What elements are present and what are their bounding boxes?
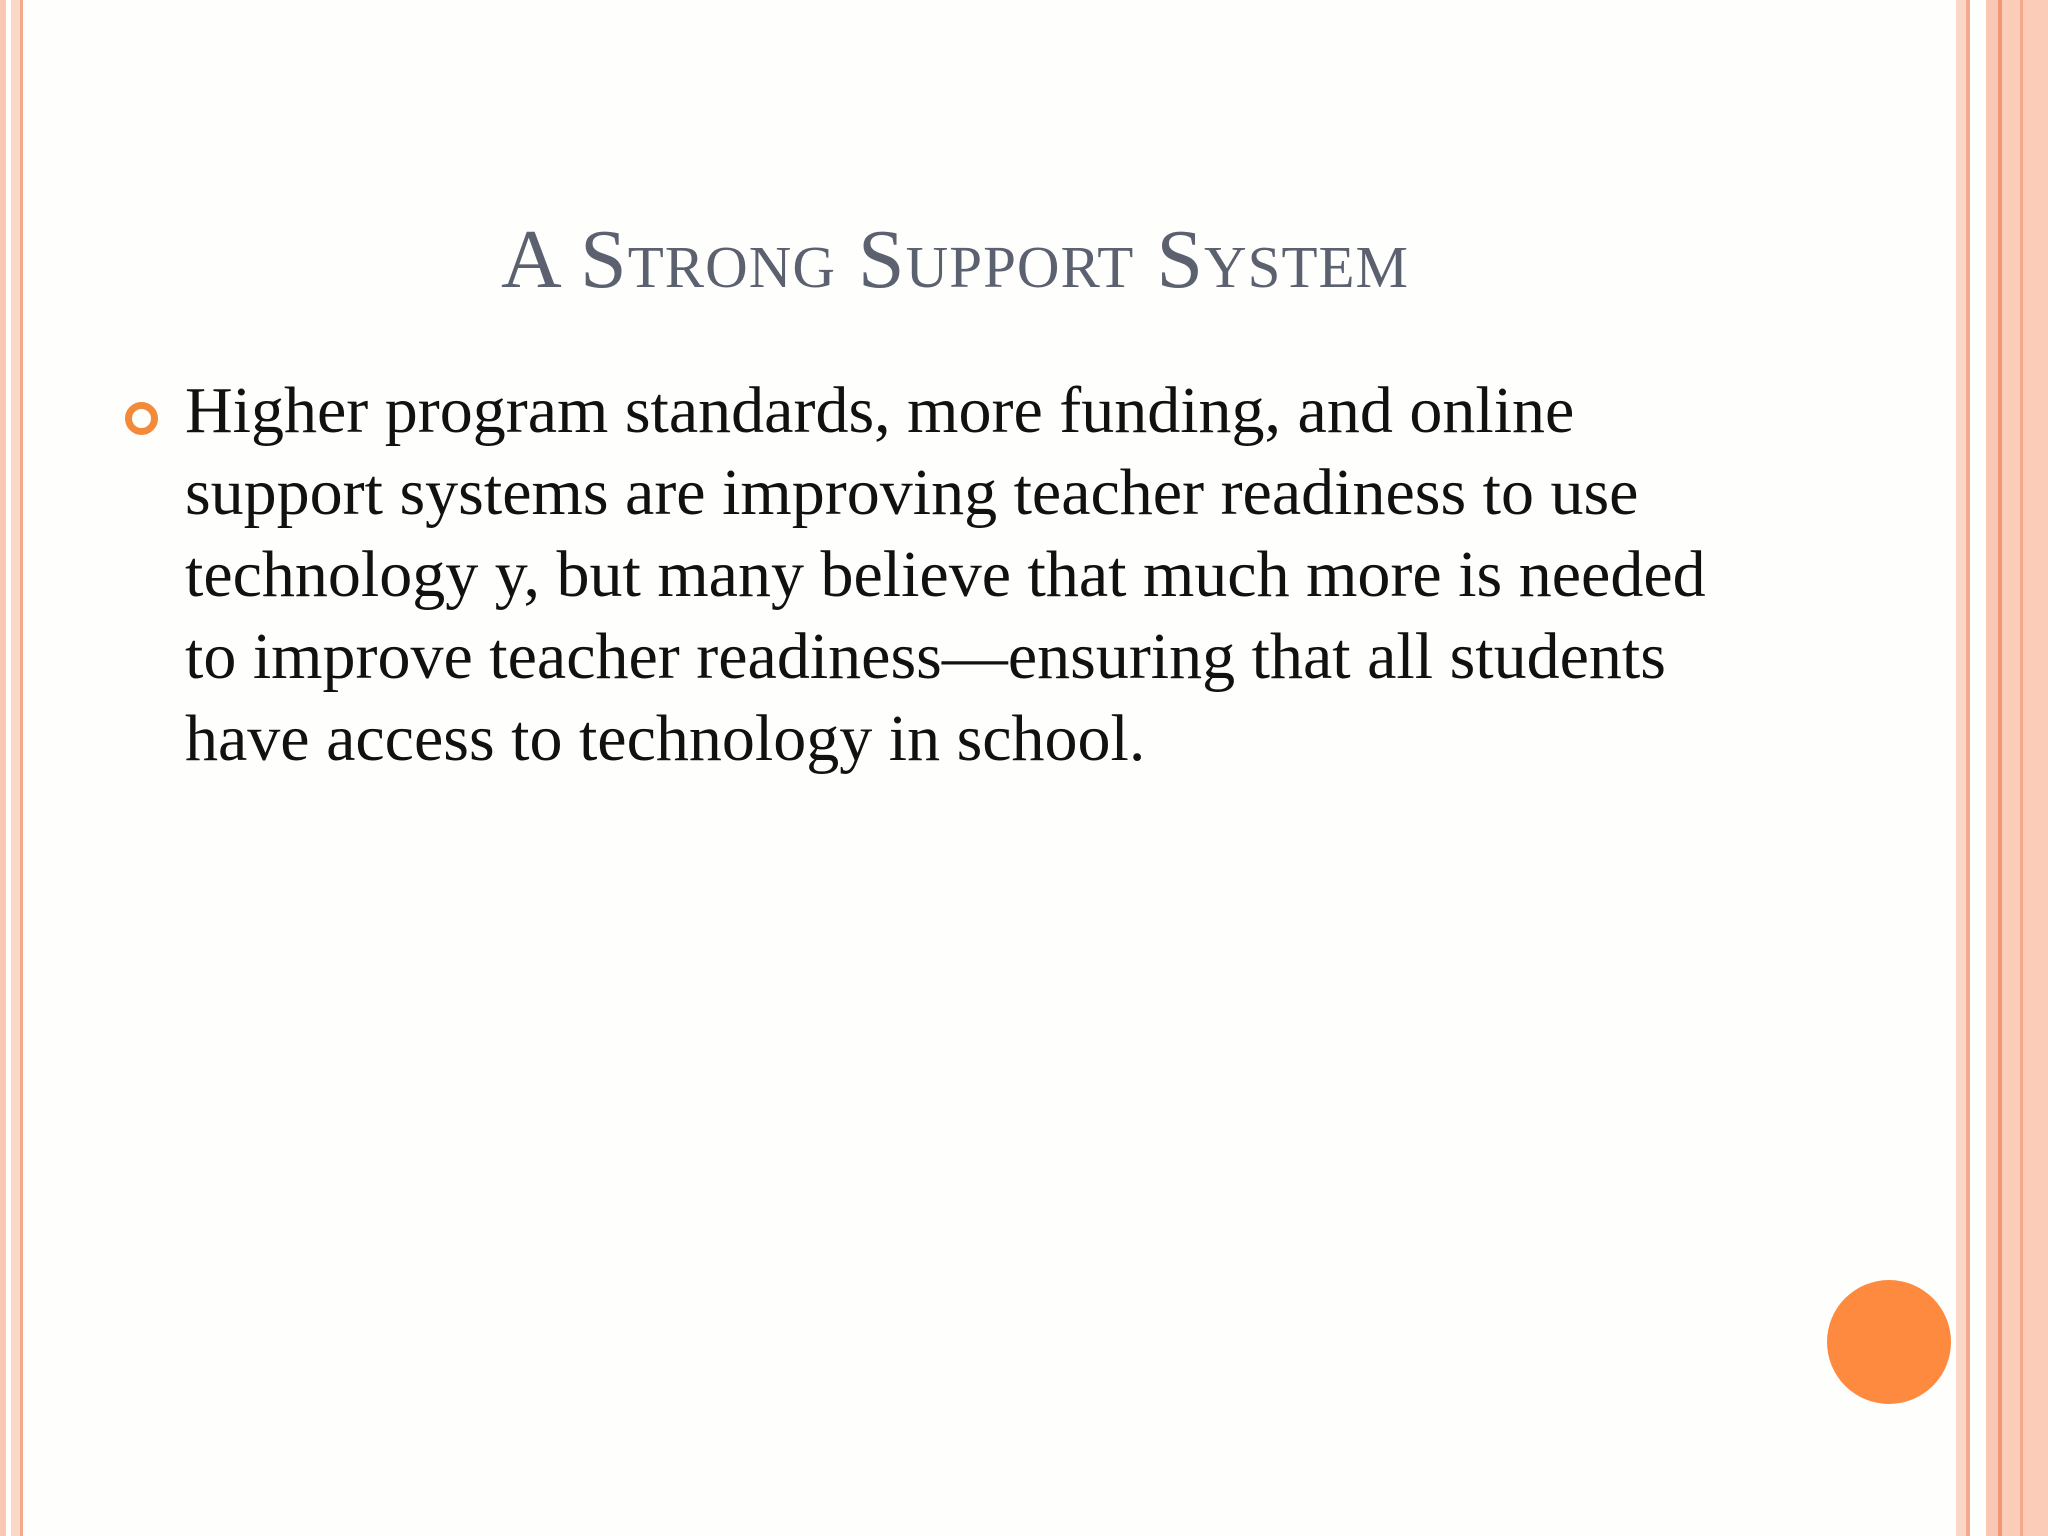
right-border-stripe	[1956, 0, 1966, 1536]
orange-circle-decoration	[1827, 1280, 1951, 1404]
slide-title: A Strong Support System	[500, 213, 1410, 306]
left-border-stripe	[20, 0, 23, 1536]
right-decorative-border	[1956, 0, 2048, 1536]
right-border-stripe	[1986, 0, 1998, 1536]
hollow-circle-bullet-icon	[125, 402, 158, 435]
left-border-stripe	[0, 0, 6, 1536]
left-decorative-border	[0, 0, 26, 1536]
right-border-stripe	[2002, 0, 2048, 1536]
left-border-stripe	[11, 0, 20, 1536]
right-border-stripe	[2020, 0, 2023, 1536]
bullet-text: Higher program standards, more funding, and online support systems are improving teacher readiness to use technology y, but many believe that much more is needed to improve teacher readiness—ensuring that all students have access to technology in school.	[185, 374, 1706, 775]
right-border-stripe	[1966, 0, 1970, 1536]
